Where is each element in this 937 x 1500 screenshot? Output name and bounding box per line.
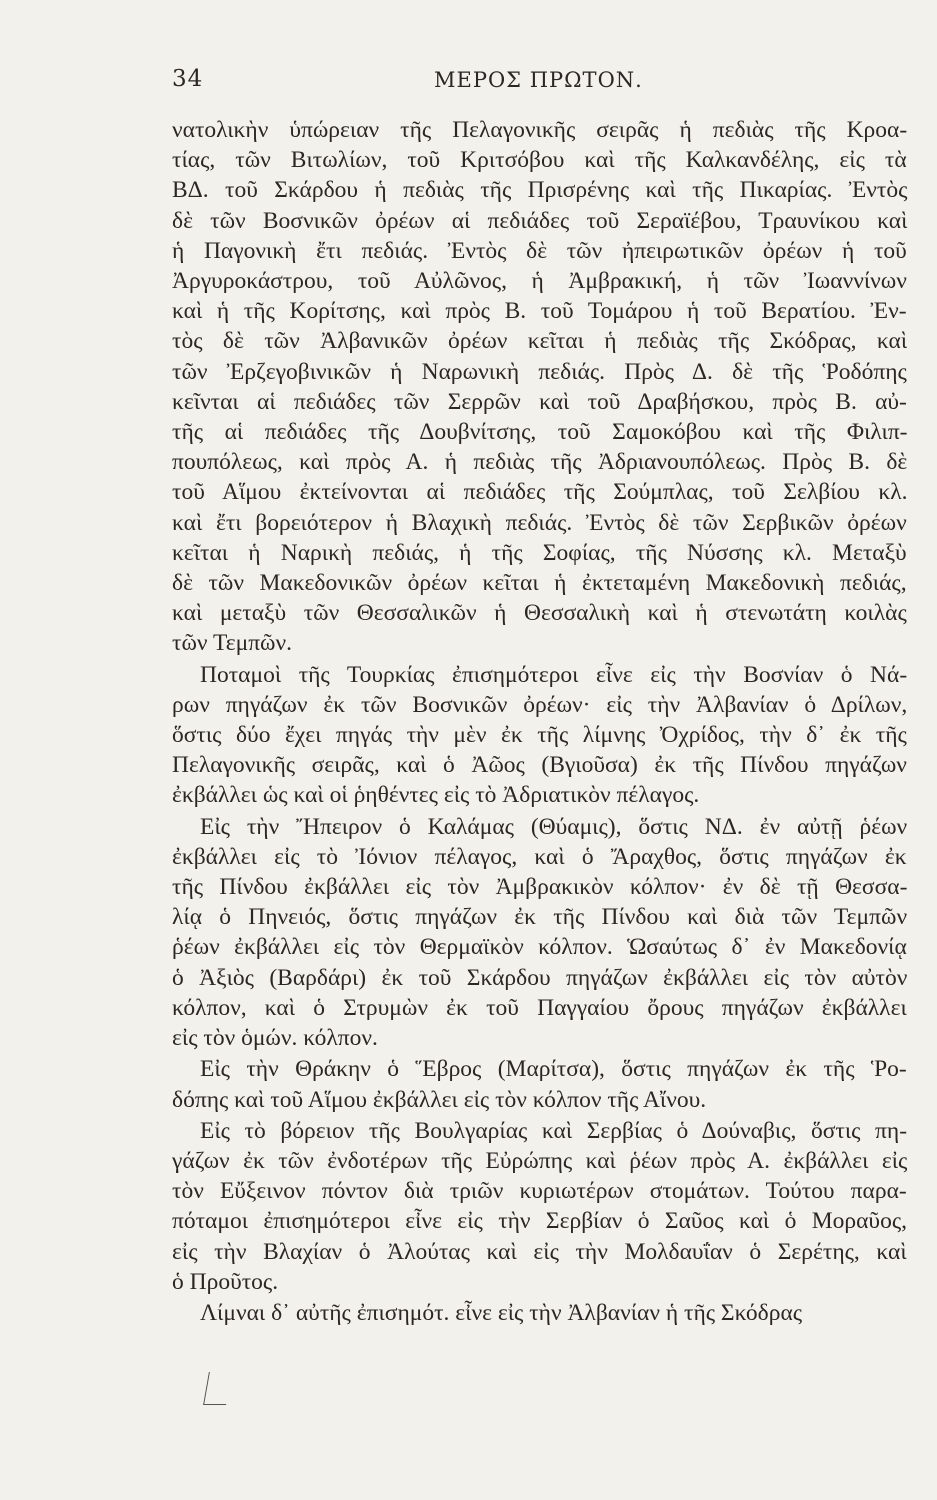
text-line: Ποταμοὶ τῆς Τουρκίας ἐπισημότεροι εἶνε εἰς τὴν Βοσνίαν ὁ Νά- [200, 661, 908, 688]
text-line: λίᾳ ὁ Πηνειός, ὅστις πηγάζων ἐκ τῆς Πίνδου καὶ διὰ τῶν Τεμπῶν [172, 904, 908, 931]
text-line: ὁ Ἀξιὸς (Βαρδάρι) ἐκ τοῦ Σκάρδου πηγάζων ἐκβάλλει εἰς τὸν αὐτὸν [172, 964, 908, 991]
paragraph [172, 1054, 907, 1114]
text-line: γάζων ἐκ τῶν ἐνδοτέρων τῆς Εὐρώπης καὶ ῥέων πρὸς Α. ἐκβάλλει εἰς [172, 1147, 908, 1174]
text-line: κεῖται ἡ Ναρικὴ πεδιάς, ἡ τῆς Σοφίας, τῆς Νύσσης κλ. Μεταξὺ [172, 539, 907, 566]
text-line: Εἰς τὸ βόρειον τῆς Βουλγαρίας καὶ Σερβίας ὁ Δούναβις, ὅστις πη- [200, 1117, 908, 1144]
text-line: ΒΔ. τοῦ Σκάρδου ἡ πεδιὰς τῆς Πρισρένης καὶ τῆς Πικαρίας. Ἐντὸς [172, 177, 908, 204]
text-line: ῥέων ἐκβάλλει εἰς τὸν Θερμαϊκὸν κόλπον. Ὡσαύτως δ᾽ ἐν Μακεδονίᾳ [172, 934, 907, 961]
text-line: ρων πηγάζων ἐκ τῶν Βοσνικῶν ὀρέων· εἰς τὴν Ἀλβανίαν ὁ Δρίλων, [172, 691, 908, 718]
text-line: εἰς τὸν ὁμών. κόλπον. [172, 1025, 378, 1052]
text-line: δόπης καὶ τοῦ Αἵμου ἐκβάλλει εἰς τὸν κόλπον τῆς Αἴνου. [172, 1086, 707, 1113]
paragraph [172, 660, 907, 811]
running-head: ΜΕΡΟΣ ΠΡΩΤΟΝ. [434, 68, 643, 92]
text-line: Εἰς τὴν Θράκην ὁ Ἕβρος (Μαρίτσα), ὅστις πηγάζων ἐκ τῆς Ῥο- [200, 1056, 907, 1083]
paragraph [172, 812, 907, 1054]
text-line: κεῖνται αἱ πεδιάδες τῶν Σερρῶν καὶ τοῦ Δραβήσκου, πρὸς Β. αὐ- [172, 388, 907, 415]
text-line: τὸς δὲ τῶν Ἀλβανικῶν ὀρέων κεῖται ἡ πεδιὰς τῆς Σκόδρας, καὶ [172, 328, 908, 355]
text-line: τίας, τῶν Βιτωλίων, τοῦ Κριτσόβου καὶ τῆς Καλκανδέλης, εἰς τὰ [172, 147, 907, 174]
text-line: δὲ τῶν Βοσνικῶν ὀρέων αἱ πεδιάδες τοῦ Σεραϊέβου, Τραυνίκου καὶ [172, 207, 908, 234]
paragraph [172, 1298, 907, 1328]
text-line: Λίμναι δ᾽ αὐτῆς ἐπισημότ. εἶνε εἰς τὴν Ἀλβανίαν ἡ τῆς Σκόδρας [200, 1299, 803, 1326]
text-line: νατολικὴν ὑπώρειαν τῆς Πελαγονικῆς σειρᾶς ἡ πεδιὰς τῆς Κροα- [172, 117, 908, 143]
text-line: τῶν Τεμπῶν. [172, 630, 293, 657]
text-line: εἰς τὴν Βλαχίαν ὁ Ἀλούτας καὶ εἰς τὴν Μολδαυΐαν ὁ Σερέτης, καὶ [172, 1238, 907, 1265]
text-line: τῶν Ἐρζεγοβινικῶν ἡ Ναρωνικὴ πεδιάς. Πρὸς Δ. δὲ τῆς Ῥοδόπης [172, 358, 907, 385]
body-text [172, 115, 907, 1328]
text-line: Πελαγονικῆς σειρᾶς, καὶ ὁ Ἀῶος (Βγιοῦσα) ἐκ τῆς Πίνδου πηγάζων [172, 752, 907, 779]
page-number: 34 [172, 66, 204, 92]
paragraph [172, 1116, 907, 1297]
page-header [172, 62, 907, 102]
text-line: ἡ Παγονικὴ ἔτι πεδιάς. Ἐντὸς δὲ τῶν ἠπειρωτικῶν ὀρέων ἡ τοῦ [172, 237, 907, 264]
text-line: τοῦ Αἵμου ἐκτείνονται αἱ πεδιάδες τῆς Σούμπλας, τοῦ Σελβίου κλ. [172, 479, 908, 506]
text-line: καὶ μεταξὺ τῶν Θεσσαλικῶν ἡ Θεσσαλικὴ καὶ ἡ στενωτάτη κοιλὰς [172, 600, 907, 627]
text-line: Ἀργυροκάστρου, τοῦ Αὐλῶνος, ἡ Ἀμβρακική, ἡ τῶν Ἰωαννίνων [172, 268, 907, 295]
text-line: τὸν Εὔξεινον πόντον διὰ τριῶν κυριωτέρων στομάτων. Τούτου παρα- [172, 1178, 907, 1205]
text-line: καὶ ἔτι βορειότερον ἡ Βλαχικὴ πεδιάς. Ἐντὸς δὲ τῶν Σερβικῶν ὀρέων [172, 509, 907, 536]
text-line: πόταμοι ἐπισημότεροι εἶνε εἰς τὴν Σερβίαν ὁ Σαῦος καὶ ὁ Μοραῦος, [172, 1208, 907, 1235]
text-line: καὶ ἡ τῆς Κορίτσης, καὶ πρὸς Β. τοῦ Τομάρου ἡ τοῦ Βερατίου. Ἐν- [172, 298, 907, 325]
text-line: πουπόλεως, καὶ πρὸς Α. ἡ πεδιὰς τῆς Ἀδριανουπόλεως. Πρὸς Β. δὲ [172, 449, 908, 476]
text-line: τῆς αἱ πεδιάδες τῆς Δουβνίτσης, τοῦ Σαμοκόβου καὶ τῆς Φιλιπ- [172, 419, 908, 446]
text-line: κόλπον, καὶ ὁ Στρυμὼν ἐκ τοῦ Παγγαίου ὄρους πηγάζων ἐκβάλλει [172, 994, 907, 1021]
text-line: τῆς Πίνδου ἐκβάλλει εἰς τὸν Ἀμβρακικὸν κόλπον· ἐν δὲ τῇ Θεσσα- [172, 874, 908, 901]
text-line: ἐκβάλλει εἰς τὸ Ἰόνιον πέλαγος, καὶ ὁ Ἄραχθος, ὅστις πηγάζων ἐκ [172, 843, 907, 870]
text-line: δὲ τῶν Μακεδονικῶν ὀρέων κεῖται ἡ ἐκτεταμένη Μακεδονικὴ πεδιάς, [172, 570, 907, 597]
paragraph [172, 115, 907, 659]
text-line: ὁ Προῦτος. [172, 1268, 279, 1295]
text-line: ἐκβάλλει ὡς καὶ οἱ ῥηθέντες εἰς τὸ Ἀδριατικὸν πέλαγος. [172, 782, 700, 809]
text-line: Εἰς τὴν Ἤπειρον ὁ Καλάμας (Θύαμις), ὅστις ΝΔ. ἐν αὐτῇ ῥέων [200, 813, 908, 840]
text-line: ὅστις δύο ἔχει πηγάς τὴν μὲν ἐκ τῆς λίμνης Ὀχρίδος, τὴν δ᾽ ἐκ τῆς [172, 722, 907, 749]
margin-pencil-mark [203, 1372, 232, 1405]
